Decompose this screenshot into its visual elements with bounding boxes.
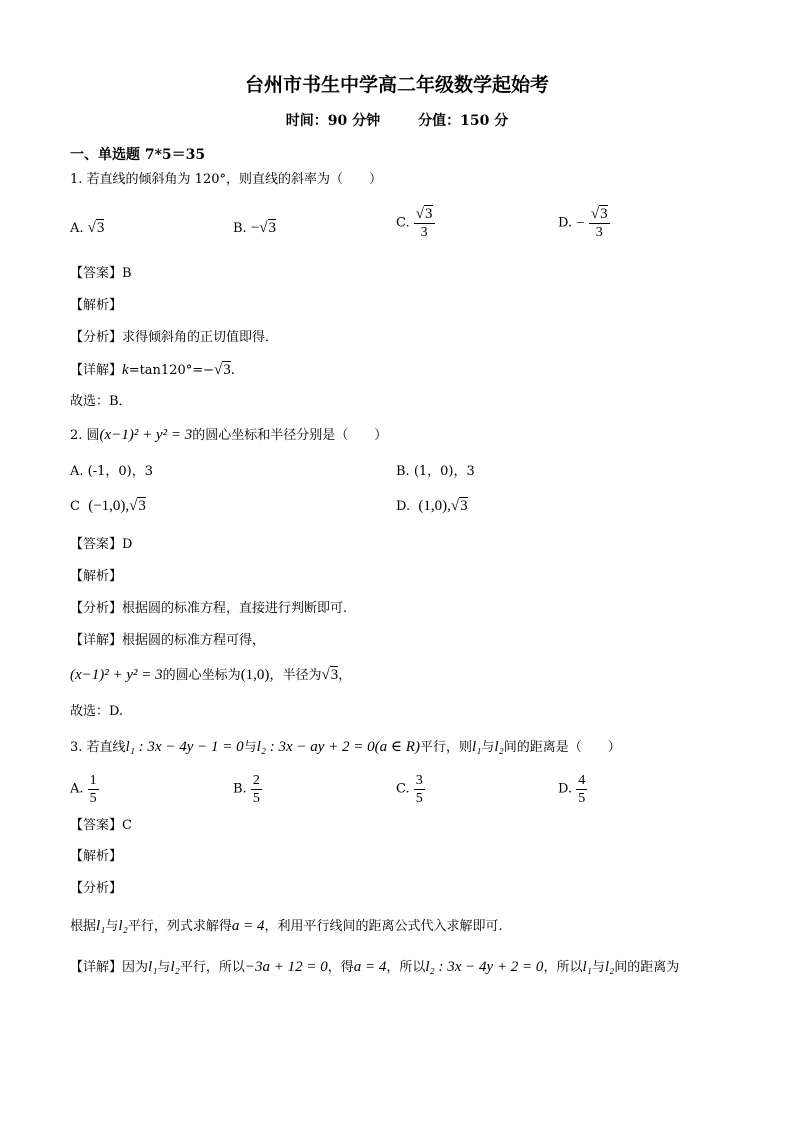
q3-analysis-tag: 【分析】 — [70, 881, 123, 896]
q1-option-b: B. −√3 — [233, 220, 277, 236]
q1-analysis: 【分析】求得倾斜角的正切值即得． — [70, 330, 279, 345]
q3-option-b: B. $\frac{2}{5}$ — [233, 773, 260, 806]
q3-stem: 3. 若直线l₁ : 3x − 4y − 1 = 0与l₂ : 3x − ay + 2 = 0(a ∈ R)平行，则l₁与l₂间的距离是（ ） — [70, 739, 621, 755]
q1-detail: 【详解】k=tan120°=−√3. — [70, 362, 235, 378]
q2-jiexi: 【解析】 — [70, 569, 123, 584]
q2-derivation: (x−1)² + y² = 3的圆心坐标为(1,0)，半径为√3， — [70, 667, 352, 683]
q2-answer: 【答案】D — [70, 537, 133, 552]
q1-stem: 1. 若直线的倾斜角为 120°，则直线的斜率为（ ） — [70, 172, 382, 187]
q2-analysis: 【分析】根据圆的标准方程，直接进行判断即可. — [70, 601, 348, 616]
exam-info — [0, 110, 794, 130]
page-title: 台州市书生中学高二年级数学起始考 — [244, 74, 549, 96]
q2-option-c: C (−1,0),√3 — [70, 498, 146, 514]
sqrt-icon: √3 — [87, 220, 105, 236]
q2-option-d: D. (1,0),√3 — [396, 498, 468, 514]
exam-time: 时间：90 分钟 — [285, 113, 381, 129]
q1-option-d: D. − $\frac{√3}{3}$ — [558, 206, 608, 240]
q1-option-c: C. $\frac{√3}{3}$ — [396, 206, 433, 240]
exam-score: 分值：150 分 — [418, 113, 509, 129]
q1-jiexi: 【解析】 — [70, 298, 123, 313]
q3-option-a: A. $\frac{1}{5}$ — [70, 773, 97, 806]
sqrt-icon: √3 — [259, 220, 277, 236]
q1-option-a: A. √3 — [70, 220, 105, 236]
q3-answer: 【答案】C — [70, 818, 132, 833]
q2-choice: 故选：D. — [70, 704, 124, 719]
q2-stem: 2. 圆(x−1)² + y² = 3的圆心坐标和半径分别是（ ） — [70, 427, 388, 443]
q3-jiexi: 【解析】 — [70, 849, 123, 864]
q2-detail: 【详解】根据圆的标准方程可得， — [70, 633, 266, 648]
q3-detail: 【详解】因为l₁与l₂平行，所以−3a + 12 = 0，得a = 4，所以l₂ : 3x − 4y + 2 = 0，所以l₁与l₂间的距离为 — [70, 959, 680, 975]
q3-option-d: D. $\frac{4}{5}$ — [558, 773, 586, 806]
q2-option-b: B. (1，0)，3 — [396, 464, 475, 479]
q3-option-c: C. $\frac{3}{5}$ — [396, 773, 423, 806]
q3-analysis: 根据l₁与l₂平行，列式求解得a = 4，利用平行线间的距离公式代入求解即可. — [70, 918, 503, 934]
section-heading: 一、单选题 7*5＝35 — [70, 147, 206, 163]
q1-choice: 故选：B． — [70, 394, 132, 409]
q1-answer: 【答案】B — [70, 266, 132, 281]
q2-option-a: A. (-1，0)，3 — [70, 464, 154, 479]
